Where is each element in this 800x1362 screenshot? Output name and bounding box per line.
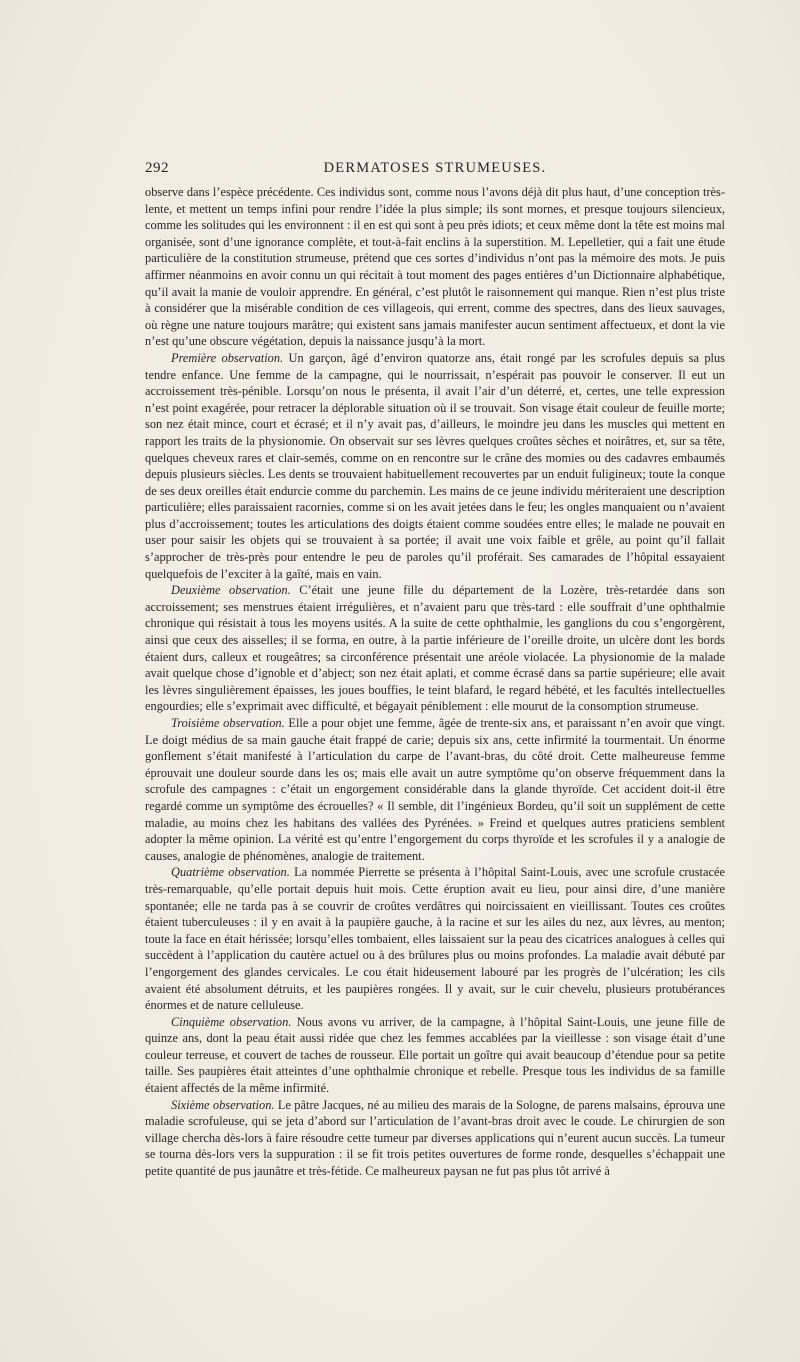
paragraph-text: Elle a pour objet une femme, âgée de trente-six ans, et paraissant n’en avoir que vingt. Le doigt médius de sa main gauche était frappé de carie; depuis six ans, cette infirmité la tourmentait. Un énorme gonflement s’était manifesté à l’articulation du carpe de l’avant-bras, du côté droit. Cette malheureuse femme éprouvait une douleur sourde dans les os; mais elle avait un autre symptôme qu’on observe fréquemment dans la scrofule des campagnes : c’était un engorgement considérable dans la glande thyroïde. Cet accident doit-il être regardé comme un symptôme des écrouelles? « Il semble, dit l’ingénieux Bordeu, qu’il soit un supplément de cette maladie, au moins chez les habitans des vallées des Pyrénées. » Freind et quelques autres praticiens semblent adopter la même opinion. La vérité est qu’entre l’engorgement du corps thyroïde et les scrofules il y a analogie de causes, analogie de phénomènes, analogie de traitement. [145, 716, 725, 863]
paragraph-text: La nommée Pierrette se présenta à l’hôpital Saint-Louis, avec une scrofule crustacée très-remarquable, qu’elle portait depuis huit mois. Cette éruption avait eu lieu, pour ainsi dire, d’une manière spontanée; elle ne tarda pas à se couvrir de croûtes verdâtres qui noircissaient en vieillissant. Toutes ces croûtes étaient tuberculeuses : il y en avait à la paupière gauche, à la racine et sur les ailes du nez, aux lèvres, au menton; toute la face en était hérissée; lorsqu’elles tombaient, elles laissaient sur la peau des cicatrices analogues à celles qui succèdent à l’application du cautère actuel ou à des brûlures plus ou moins profondes. La maladie avait débuté par l’engorgement des glandes cervicales. Le cou était hideusement labouré par les progrès de l’ulcération; les cils avaient été absolument détruits, et les paupières rongées. Il y avait, sur le cuir chevelu, plusieurs protubérances énormes et de nature celluleuse. [145, 865, 725, 1013]
observation-title: Troisième observation. [171, 716, 285, 730]
paragraph-observation-3 [145, 715, 725, 864]
page-number: 292 [145, 160, 169, 176]
running-title: DERMATOSES STRUMEUSES. [323, 160, 547, 176]
observation-title: Sixième observation. [171, 1097, 275, 1112]
paragraph-observation-2 [145, 582, 725, 715]
observation-title: Quatrième observation. [171, 865, 290, 880]
paragraph-text: Le pâtre Jacques, né au milieu des marais de la Sologne, de parens malsains, éprouva une maladie scrofuleuse, qui se jeta d’abord sur l’articulation de l’avant-bras droit avec le coude. Le chirurgien de son village chercha dès-lors à faire résoudre cette tumeur par diverses applications qui n’eurent aucun succès. La tumeur se tourna dès-lors vers la suppuration : il se fit trois petites ouvertures de forme ronde, desquelles s’échappait une petite quantité de pus jaunâtre et très-fétide. Ce malheureux paysan ne fut pas plus tôt arrivé à [145, 1097, 725, 1179]
paragraph-text: Un garçon, âgé d’environ quatorze ans, était rongé par les scrofules depuis sa plus tendre enfance. Une femme de la campagne, qui le nourrissait, n’espérait pas pouvoir le conserver. Il eut un accroissement très-pénible. Lorsqu’on nous le présenta, il avait l’air d’un déterré, et, certes, une telle expression n’est point exagérée, pour retracer la déplorable situation où il se trouvait. Son visage était couleur de feuille morte; son nez était mince, court et écrasé; et il n’y avait pas, d’ailleurs, le moindre jeu dans les muscles qui mettent en rapport les traits de la physionomie. On observait sur ses lèvres quelques croûtes sèches et noirâtres, et, sur sa tête, quelques cheveux rares et clair-semés, comme on en rencontre sur le crâne des momies ou des cadavres embaumés depuis plusieurs siècles. Les dents se trouvaient habituellement recouvertes par un enduit fuligineux; toute la conque de ses deux oreilles était endurcie comme du parchemin. Les mains de ce jeune individu mériteraient une description particulière; elles paraissaient racornies, comme si on les avait jetées dans le feu; les ongles manquaient ou n’avaient plus d’accroissement; toutes les articulations des doigts étaient comme soudées entre elles; le malade ne pouvait en user pour saisir les objets qui se trouvaient à sa portée; il avait une voix faible et grêle, au point qu’il fallait s’approcher de très-près pour entendre le peu de paroles qu’il proférait. Ses camarades de l’hôpital essayaient quelquefois de l’exciter à la gaîté, mais en vain. [145, 350, 725, 581]
body-text [145, 184, 725, 1180]
page-header [145, 160, 725, 180]
paragraph-observation-6 [145, 1097, 725, 1180]
paragraph-text: C’était une jeune fille du département de la Lozère, très-retardée dans son accroissement; ses menstrues étaient irrégulières, et n’avaient paru que très-tard : elle souffrait d’une ophthalmie chronique qui résistait à tous les moyens usités. A la suite de cette ophthalmie, les ganglions du cou s’engorgèrent, ainsi que ceux des aisselles; il se forma, en outre, à la partie inférieure de l’oreille droite, un ulcère dont les bords étaient durs, calleux et rougeâtres; sa circonférence présentait une aréole violacée. La physionomie de la malade avait quelque chose d’ignoble et d’abject; son nez était aplati, et comme écrasé dans sa partie supérieure; elle avait les lèvres singulièrement épaisses, les joues bouffies, le teint blafard, le regard hébété, et les facultés intellectuelles engourdies; elle s’exprimait avec difficulté, et bégayait péniblement : elle mourut de la consomption strumeuse. [145, 583, 725, 714]
paragraph-text: Nous avons vu arriver, de la campagne, à l’hôpital Saint-Louis, une jeune fille de quinze ans, dont la peau était aussi ridée que chez les femmes accablées par la vieillesse : son visage était d’une couleur terreuse, et couvert de taches de rousseur. Elle portait un goître qui avait beaucoup d’étendue pour sa petite taille. Ses paupières était atteintes d’une ophthalmie chronique et rebelle. Presque tous les individus de sa famille étaient affectés de la même infirmité. [145, 1014, 726, 1096]
paragraph-observation-1 [145, 350, 725, 582]
observation-title: Deuxième observation. [171, 583, 291, 598]
paragraph-observation-5 [145, 1014, 725, 1097]
paragraph-observation-4 [145, 864, 725, 1013]
observation-title: Cinquième observation. [171, 1014, 292, 1029]
observation-title: Première observation. [171, 350, 284, 365]
paragraph-intro [145, 184, 725, 350]
paragraph-text: observe dans l’espèce précédente. Ces individus sont, comme nous l’avons déjà dit plus haut, d’une conception très-lente, et mettent un temps infini pour rendre l’idée la plus simple; ils sont mornes, et presque toujours silencieux, comme les solitudes qui les environnent : il en est qui sont à peu près idiots; et ceux même dont la tête est moins mal organisée, sont d’une ignorance complète, et tout-à-fait enclins à la superstition. M. Lepelletier, qui a fait une étude particulière de la constitution strumeuse, prétend que ces sortes d’individus n’ont pas la mémoire des mots. Je puis affirmer néanmoins en avoir connu un qui récitait à tout moment des pages entières d’un Dictionnaire alphabétique, qu’il avait la manie de vouloir apprendre. En général, c’est plutôt le raisonnement qui manque. Rien n’est plus triste à considérer que la misérable condition de ces villageois, qui errent, comme des spectres, dans des lieux sauvages, où règne une nature toujours marâtre; qui existent sans jamais manifester aucun sentiment affectueux, et dont la vie n’est qu’une obscure végétation, depuis la naissance jusqu’à la mort. [145, 185, 725, 349]
